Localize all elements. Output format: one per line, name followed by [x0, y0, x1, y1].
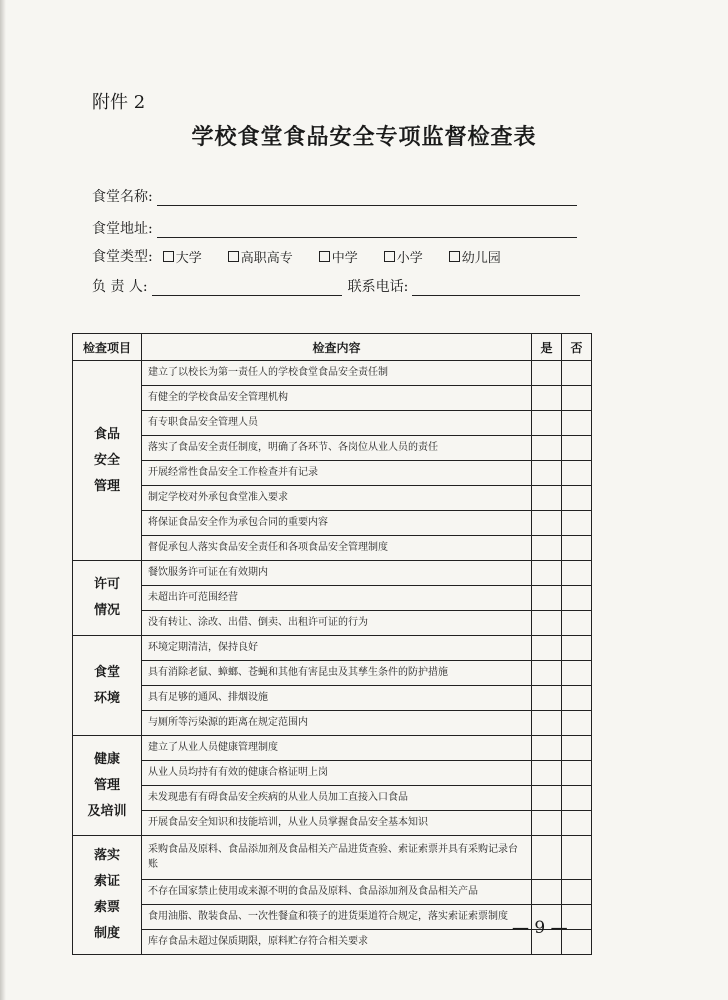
yes-cell[interactable] — [532, 411, 562, 436]
person-in-charge-label: 负 责 人: — [92, 279, 148, 295]
no-cell[interactable] — [562, 361, 592, 386]
check-content-cell: 环境定期清洁，保持良好 — [142, 636, 532, 661]
phone-field[interactable] — [412, 279, 580, 296]
no-cell[interactable] — [562, 586, 592, 611]
no-cell[interactable] — [562, 836, 592, 880]
canteen-type-option[interactable] — [384, 247, 423, 266]
phone-label: 联系电话: — [347, 279, 409, 295]
category-cell: 落实 索证 索票 制度 — [73, 836, 142, 955]
check-content-cell: 制定学校对外承包食堂准入要求 — [142, 486, 532, 511]
check-content-cell: 未超出许可范围经营 — [142, 586, 532, 611]
check-content-cell: 建立了从业人员健康管理制度 — [142, 736, 532, 761]
no-cell[interactable] — [562, 511, 592, 536]
check-content-cell: 不存在国家禁止使用或来源不明的食品及原料、食品添加剂及食品相关产品 — [142, 880, 532, 905]
yes-cell[interactable] — [532, 761, 562, 786]
checkbox-icon[interactable] — [163, 251, 174, 262]
check-content-cell: 与厕所等污染源的距离在规定范围内 — [142, 711, 532, 736]
no-cell[interactable] — [562, 636, 592, 661]
yes-cell[interactable] — [532, 586, 562, 611]
canteen-name-label: 食堂名称: — [92, 189, 153, 205]
check-content-cell: 开展食品安全知识和技能培训，从业人员掌握食品安全基本知识 — [142, 811, 532, 836]
check-content-cell: 督促承包人落实食品安全责任和各项食品安全管理制度 — [142, 536, 532, 561]
checkbox-icon[interactable] — [449, 251, 460, 262]
canteen-type-option-label: 幼儿园 — [461, 251, 501, 266]
document-title: 学校食堂食品安全专项监督检查表 — [191, 124, 537, 150]
canteen-type-option[interactable] — [449, 247, 501, 266]
table-row — [73, 486, 592, 511]
table-row — [73, 661, 592, 686]
no-cell[interactable] — [562, 711, 592, 736]
table-header-row — [73, 334, 592, 361]
table-row — [73, 411, 592, 436]
table-row — [73, 761, 592, 786]
table-row — [73, 836, 592, 880]
no-cell[interactable] — [562, 536, 592, 561]
yes-cell[interactable] — [532, 811, 562, 836]
header-no: 否 — [562, 334, 592, 361]
yes-cell[interactable] — [532, 436, 562, 461]
no-cell[interactable] — [562, 611, 592, 636]
check-content-cell: 餐饮服务许可证在有效期内 — [142, 561, 532, 586]
appendix-label: 附件 2 — [92, 92, 146, 113]
canteen-type-option[interactable] — [163, 247, 202, 266]
canteen-type-option-label: 中学 — [331, 251, 358, 266]
check-content-cell: 未发现患有有碍食品安全疾病的从业人员加工直接入口食品 — [142, 786, 532, 811]
yes-cell[interactable] — [532, 636, 562, 661]
category-cell: 食品 安全 管理 — [73, 361, 142, 561]
yes-cell[interactable] — [532, 836, 562, 880]
header-item: 检查项目 — [73, 334, 142, 361]
canteen-name-field[interactable] — [157, 189, 577, 206]
table-row — [73, 636, 592, 661]
no-cell[interactable] — [562, 561, 592, 586]
check-content-cell: 有专职食品安全管理人员 — [142, 411, 532, 436]
table-row — [73, 811, 592, 836]
yes-cell[interactable] — [532, 880, 562, 905]
person-in-charge-field[interactable] — [152, 279, 342, 296]
check-content-cell: 食用油脂、散装食品、一次性餐盒和筷子的进货渠道符合规定，落实索证索票制度 — [142, 905, 532, 930]
table-row — [73, 386, 592, 411]
yes-cell[interactable] — [532, 561, 562, 586]
check-content-cell: 具有足够的通风、排烟设施 — [142, 686, 532, 711]
check-content-cell: 采购食品及原料、食品添加剂及食品相关产品进货查验、索证索票并具有采购记录台账 — [142, 836, 532, 880]
no-cell[interactable] — [562, 461, 592, 486]
table-row — [73, 586, 592, 611]
checkbox-icon[interactable] — [384, 251, 395, 262]
canteen-type-row — [92, 246, 527, 266]
check-content-cell: 将保证食品安全作为承包合同的重要内容 — [142, 511, 532, 536]
no-cell[interactable] — [562, 386, 592, 411]
table-row — [73, 880, 592, 905]
category-cell: 健康 管理 及培训 — [73, 736, 142, 836]
yes-cell[interactable] — [532, 736, 562, 761]
canteen-type-option[interactable] — [319, 247, 358, 266]
canteen-address-row — [92, 218, 577, 238]
check-content-cell: 建立了以校长为第一责任人的学校食堂食品安全责任制 — [142, 361, 532, 386]
table-row — [73, 686, 592, 711]
canteen-type-option-label: 高职高专 — [240, 251, 293, 266]
yes-cell[interactable] — [532, 536, 562, 561]
table-row — [73, 436, 592, 461]
check-content-cell: 没有转让、涂改、出借、倒卖、出租许可证的行为 — [142, 611, 532, 636]
yes-cell[interactable] — [532, 686, 562, 711]
canteen-type-option-label: 大学 — [175, 251, 202, 266]
table-row — [73, 711, 592, 736]
check-content-cell: 具有消除老鼠、蟑螂、苍蝇和其他有害昆虫及其孳生条件的防护措施 — [142, 661, 532, 686]
no-cell[interactable] — [562, 486, 592, 511]
no-cell[interactable] — [562, 411, 592, 436]
table-row — [73, 786, 592, 811]
table-row — [73, 736, 592, 761]
page-number: — 9 — — [512, 918, 568, 938]
yes-cell[interactable] — [532, 486, 562, 511]
yes-cell[interactable] — [532, 611, 562, 636]
no-cell[interactable] — [562, 761, 592, 786]
checklist-body — [73, 361, 592, 955]
yes-cell[interactable] — [532, 361, 562, 386]
checkbox-icon[interactable] — [228, 251, 239, 262]
canteen-type-option-label: 小学 — [396, 251, 423, 266]
yes-cell[interactable] — [532, 711, 562, 736]
canteen-type-option[interactable] — [228, 247, 293, 266]
contact-row — [92, 276, 580, 296]
checkbox-icon[interactable] — [319, 251, 330, 262]
canteen-name-row — [92, 186, 577, 206]
table-row — [73, 561, 592, 586]
no-cell[interactable] — [562, 686, 592, 711]
canteen-type-label: 食堂类型: — [92, 249, 153, 265]
category-cell: 食堂 环境 — [73, 636, 142, 736]
canteen-type-options — [163, 247, 527, 266]
check-content-cell: 有健全的学校食品安全管理机构 — [142, 386, 532, 411]
check-content-cell: 落实了食品安全责任制度，明确了各环节、各岗位从业人员的责任 — [142, 436, 532, 461]
header-yes: 是 — [532, 334, 562, 361]
header-content: 检查内容 — [142, 334, 532, 361]
table-row — [73, 611, 592, 636]
check-content-cell: 开展经常性食品安全工作检查并有记录 — [142, 461, 532, 486]
yes-cell[interactable] — [532, 511, 562, 536]
check-content-cell: 库存食品未超过保质期限，原料贮存符合相关要求 — [142, 930, 532, 955]
table-row — [73, 361, 592, 386]
table-row — [73, 536, 592, 561]
canteen-address-label: 食堂地址: — [92, 221, 153, 237]
inspection-checklist-table — [72, 333, 592, 955]
table-row — [73, 461, 592, 486]
table-row — [73, 511, 592, 536]
yes-cell[interactable] — [532, 786, 562, 811]
yes-cell[interactable] — [532, 461, 562, 486]
no-cell[interactable] — [562, 661, 592, 686]
no-cell[interactable] — [562, 880, 592, 905]
no-cell[interactable] — [562, 736, 592, 761]
yes-cell[interactable] — [532, 661, 562, 686]
yes-cell[interactable] — [532, 386, 562, 411]
no-cell[interactable] — [562, 811, 592, 836]
category-cell: 许可 情况 — [73, 561, 142, 636]
no-cell[interactable] — [562, 436, 592, 461]
canteen-address-field[interactable] — [157, 221, 577, 238]
no-cell[interactable] — [562, 786, 592, 811]
check-content-cell: 从业人员均持有有效的健康合格证明上岗 — [142, 761, 532, 786]
